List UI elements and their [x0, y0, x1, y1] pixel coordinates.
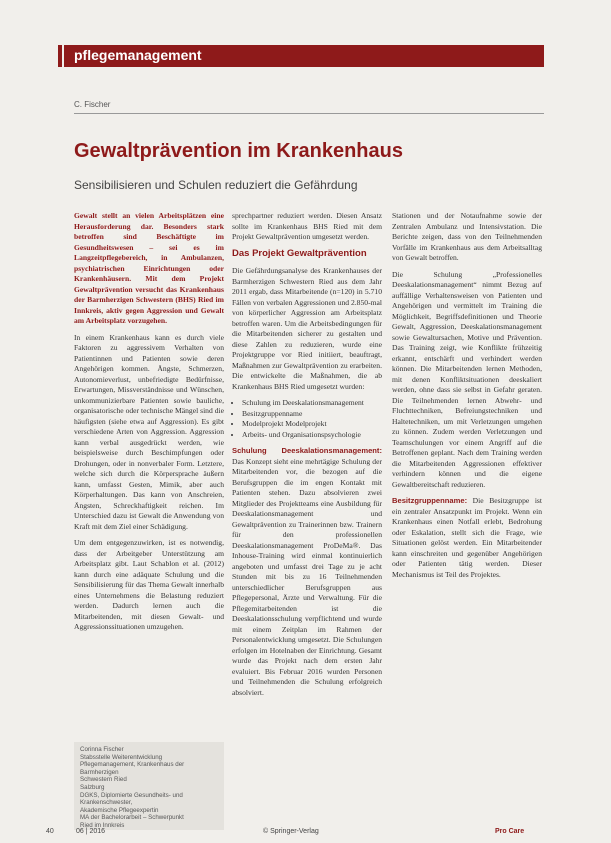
box-line: Corinna Fischer: [80, 746, 124, 753]
body-paragraph: Die Schulung „Professionelles Deeskalationsmanagement“ nimmt Bezug auf auffällige Verhaltensweisen von Patienten und Angehörigen und vermittelt im Training die Möglichkeit, Begriffsdefinitionen und Theorie Gewalt, Aggression, Deeskalationsmanagement sowie Gewaltursachen, Motive und Prävention. Das Training zeigt, wie Konflikte frühzeitig erkannt, entschärft und verhindert werden können. Die Mitarbeitenden lernen Methoden, mit denen Konfliktsituationen deeskaliert werden, ohne dass sie selbst in Gefahr geraten. Die Teilnehmenden lernen Abwehr- und Fluchttechniken, Befreiungstechniken und Haltetechniken, um mit Verletzungen umgehen zu können. Zudem werden Verletzungen und Teamschulungen vor einem Angriff auf die Betroffenen geplant. Nach dem Training werden die Mitarbeitenden Aggressionen effektiver verhindern können und die eigene Gewaltbereitschaft reduzieren.: [392, 269, 542, 489]
list-item: • Besitzgruppenname: [242, 409, 382, 420]
box-line: Schwestern Ried: [80, 776, 127, 784]
publisher: © Springer-Verlag: [263, 828, 319, 835]
list-item: • Modelprojekt Modelprojekt: [242, 419, 382, 430]
body-paragraph: Die Gefährdungsanalyse des Krankenhauses der Barmherzigen Schwestern Ried aus dem Jahr 2011 ergab, dass Mitarbeitende (n=120) in 5.710 Fällen von verbalen Aggressionen und 2.850-mal von körperlicher Aggression am Arbeitsplatz betroffen waren. Um die Arbeitsbedingungen für die Mitarbeitenden sicherer zu gestalten und diese Zahlen zu reduzieren, wurde eine Projektgruppe vor Ried initiiert, beauftragt, Maßnahmen zur Gewaltprävention zu erarbeiten. Die entwickelte die Maßnahmen, die ab Krankenhaus BHS Ried umgesetzt wurden:: [232, 266, 382, 391]
section-heading: Das Projekt Gewaltprävention: [232, 247, 367, 259]
body-paragraph: Stationen und der Notaufnahme sowie der Zentralen Ambulanz und Intensivstation. Die Berichte zeigen, dass von den Teilnehmenden Vorfälle im Krankenhaus aus dem Arbeitsalltag von Gewalt betroffen.: [392, 211, 542, 262]
body-text: Die Besitzgruppe ist ein zentraler Ansatzpunkt im Projekt. Wenn ein Krankenhaus einen Notfall erlebt, Bedrohung oder Eskalation, stellt sich die Frage, wie Situationen gelöst werden. Ein Mitarbeitender kann einschreiten und gegenüber Angehörigen oder Patienten tätig werden. Dieser Mechanismus ist Teil des Projektes.: [392, 496, 542, 579]
issue-number: 06 | 2016: [76, 828, 106, 835]
column-3: [392, 211, 542, 586]
box-line: Stabsstelle Weiterentwicklung: [80, 753, 163, 761]
author-rule: [74, 113, 544, 114]
author-info-box: [74, 742, 224, 830]
box-line: MA der Bachelorarbeit – Schwerpunkt: [80, 814, 184, 822]
box-line: Ried im Innkreis: [80, 821, 125, 829]
page-number: 40: [46, 828, 54, 835]
body-paragraph: In einem Krankenhaus kann es durch viele Faktoren zu aggressivem Verhalten von Patientinnen und Patienten sowie deren Angehörigen kommen. Ängste, Schmerzen, Autonomieverlust, unbefriedigte Bedürfnisse, Erwartungen, Missverständnisse und Wünschen, unkommunizierbare Patienten sowie bauliche, organisatorische oder technische Mängel sind die häufigsten (siehe etwa auf Aggression). Es gibt verschiedene Arten von Aggression. Aggression kann verbal ausgedrückt werden, wie beispielsweise durch Beschimpfungen oder Drohungen, oder in nonverbaler Form. Letztere, welche sich durch die Körpersprache äußern kann, umfasst Gesten, Mimik, aber auch Körperhaltungen. Das kann von Anschreien, Ängsten, Schreckhaftigkeit reichen. Im Unterschied dazu ist Gewalt die Anwendung von Kraft mit dem Ziel einer Schädigung.: [74, 332, 224, 531]
box-line: DGKS, Diplomierte Gesundheits- und Krankenschwester,: [80, 791, 183, 807]
body-paragraph: sprechpartner reduziert werden. Diesen Ansatz sollte im Krankenhaus BHS Ried mit dem Projekt Gewaltprävention umgesetzt werden.: [232, 211, 382, 241]
section-header-bar: [64, 45, 544, 67]
section-label: pflegemanagement: [74, 47, 202, 63]
page-footer: [30, 828, 550, 840]
article-subtitle: Sensibilisieren und Schulen reduziert die Gefährdung: [74, 178, 358, 192]
box-line: Akademische Pflegeexpertin: [80, 806, 159, 814]
journal-brand: Pro Care: [495, 828, 525, 835]
section-bar-tab: [58, 45, 62, 67]
column-1: [74, 211, 224, 639]
lead-paragraph: Gewalt stellt an vielen Arbeitsplätzen eine Herausforderung dar. Besonders stark betroffen sind Beschäftigte im Gesundheitswesen – sei es im Langzeitpflegebereich, in Ambulanzen, psychiatrischen Einrichtungen oder Krankenhäusern. Mit dem Projekt Gewaltprävention versucht das Krankenhaus der Barmherzigen Schwestern (BHS) Ried im Innkreis, aktiv gegen Aggression und Gewalt am Arbeitsplatz vorzugehen.: [74, 211, 224, 325]
author-name: C. Fischer: [74, 100, 111, 109]
body-paragraph: Um dem entgegenzuwirken, ist es notwendig, dass der Arbeitgeber Unterstützung am Arbeitsplatz gibt. Laut Schablon et al. (2012) kann durch eine adäquate Schulung und die Sensibilisierung für das Thema Gewalt innerhalb eines Unternehmens die Belastung reduziert werden. Dadurch lernen auch die Mitarbeitenden, mit diesen Gewalt- und Aggressionssituationen umzugehen.: [74, 538, 224, 631]
inline-heading: Schulung Deeskalationsmanagement:: [232, 446, 382, 455]
box-line: Salzburg: [80, 783, 105, 791]
body-text: Das Konzept sieht eine mehrtägige Schulung der Mitarbeitenden vor, die bezogen auf die Berufsgruppen die im engen Kontakt mit Patienten stehen. Dazu absolvieren zwei Mitglieder des Projektteams eine Ausbildung für Deeskalationsmanagement und Gewaltprävention zu Trainerinnen bzw. Trainern für den professionellen Deeskalationsmanagement ProDeMa®. Das Inhouse-Training wird einmal kontinuierlich angeboten und umfasst drei Tage zu je acht Stunden mit bis zu 16 Teilnehmenden unterschiedlicher Berufsgruppen aus Pflegepersonal, Ärzte und Verwaltung. Für die Pflegemitarbeitenden ist die Deeskalationsschulung verpflichtend und wurde mit einem Zeitplan im Rahmen der Personalentwicklung umgesetzt. Die Schulungen erfolgen im Hotelnaben der Einrichtung. Gesamt wurde das Projekt nach dem ersten Jahr evaluiert. Bis Februar 2016 wurden Personen und Teilnehmenden die Schulung erfolgreich absolviert.: [232, 456, 382, 697]
list-item: • Arbeits- und Organisationspsychologie: [242, 430, 382, 441]
list-item: • Schulung im Deeskalationsmanagement: [242, 398, 382, 409]
measures-list: [242, 398, 382, 440]
inline-heading: Besitzgruppenname:: [392, 496, 468, 505]
article-title: Gewaltprävention im Krankenhaus: [74, 140, 403, 162]
column-2: [232, 211, 382, 704]
box-line: Pflegemanagement, Krankenhaus der Barmherzigen: [80, 761, 185, 776]
